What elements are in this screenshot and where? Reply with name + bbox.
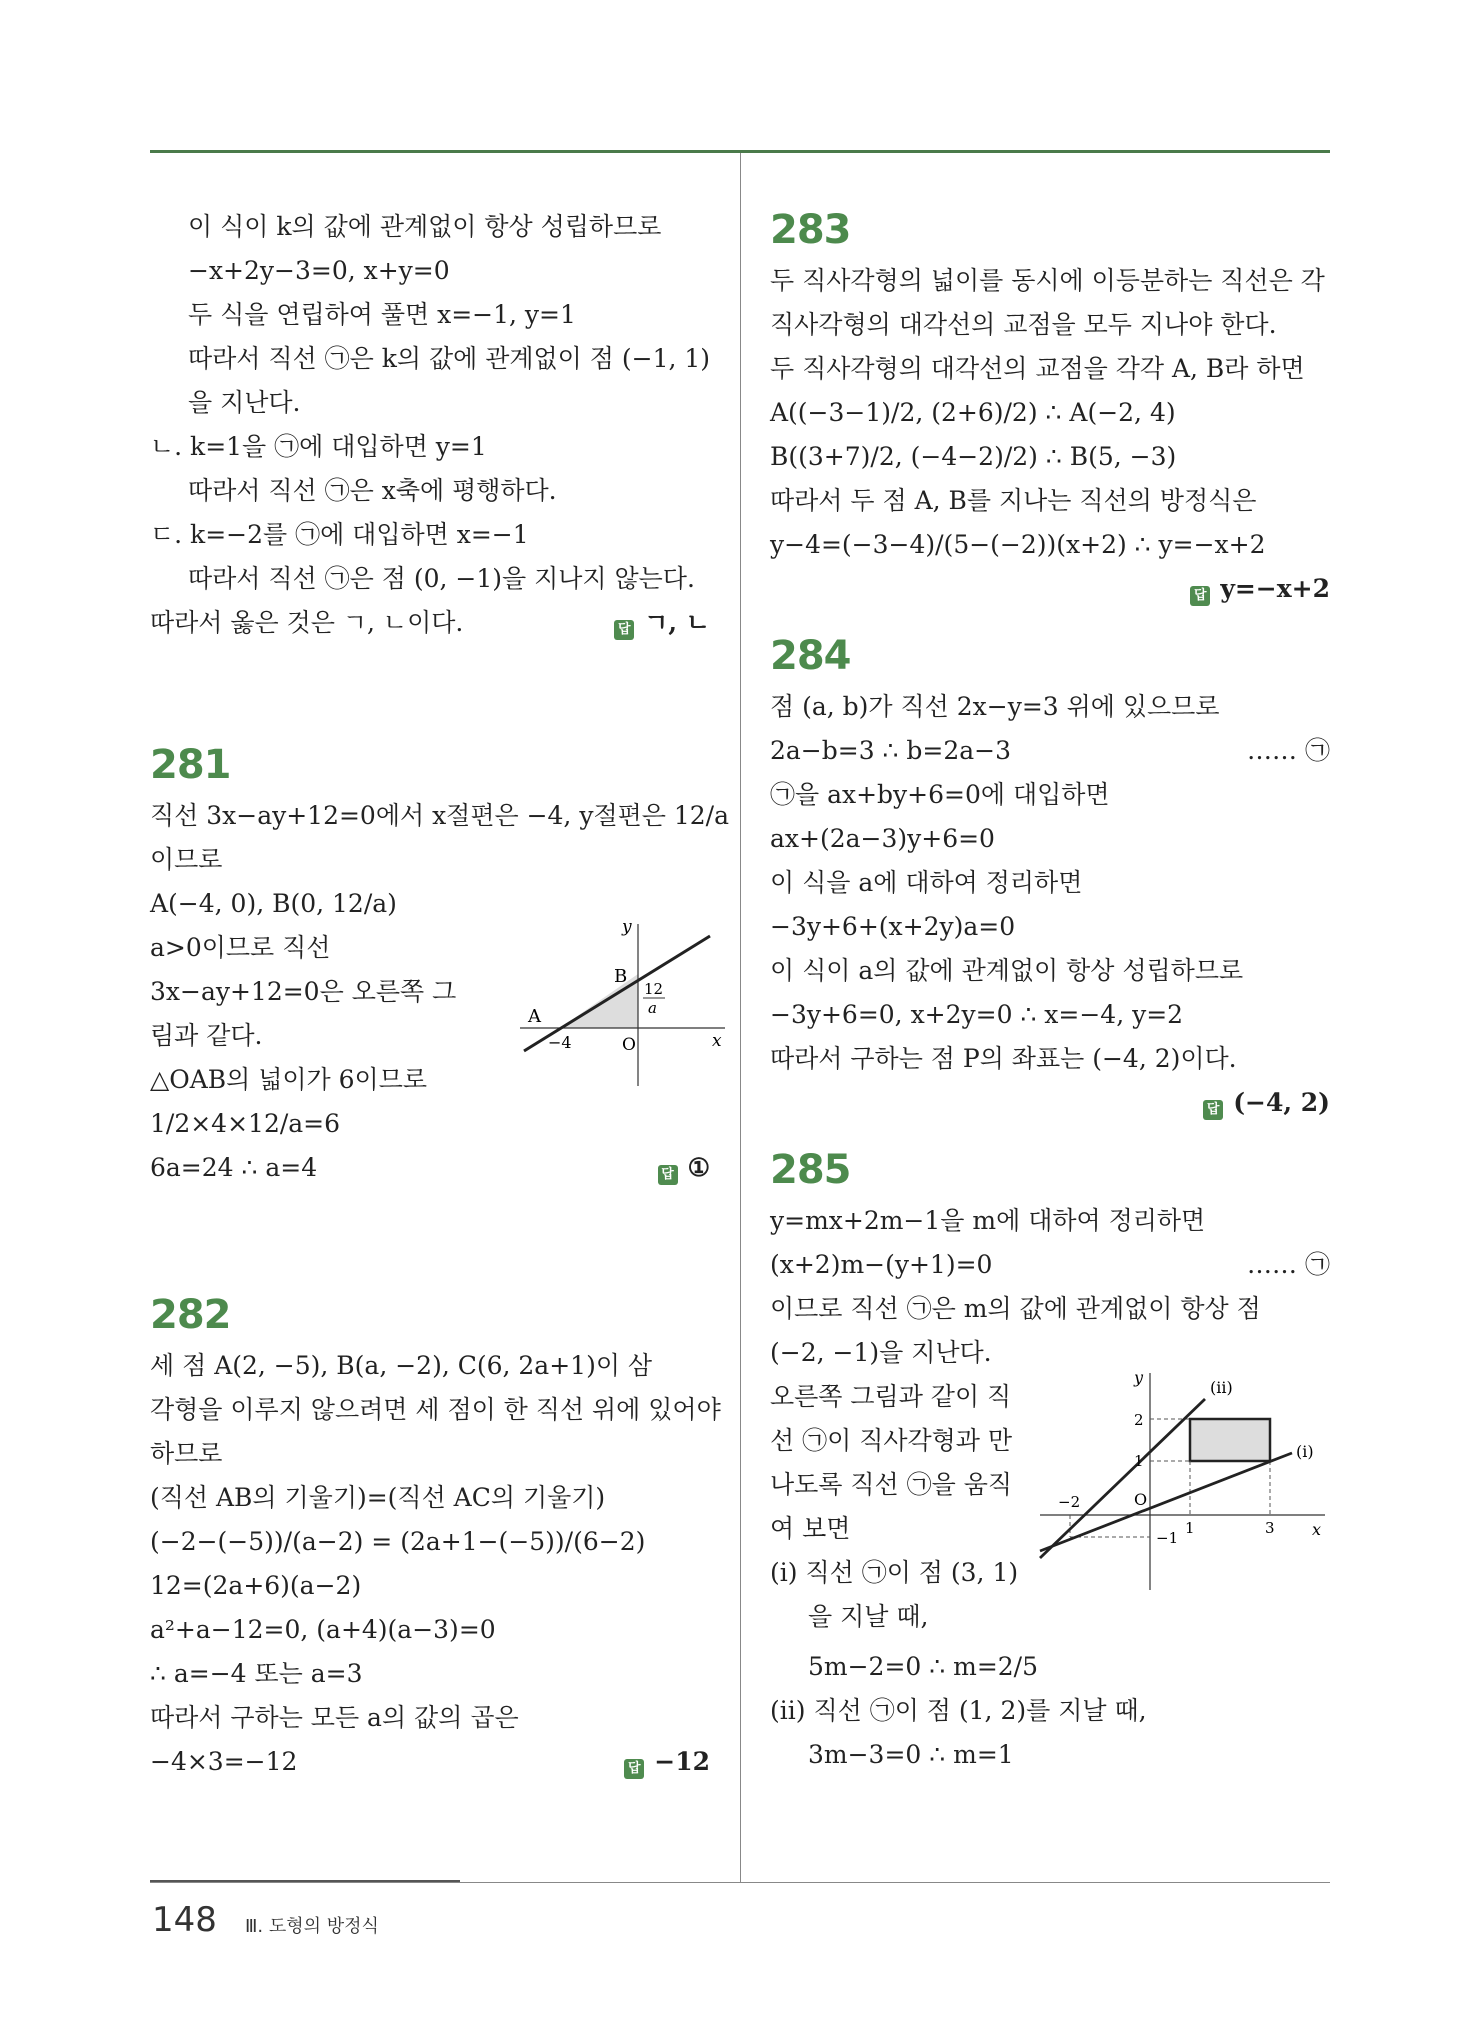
text-line: (ⅰ) 직선 ㉠이 점 (3, 1): [770, 1558, 1019, 1587]
text-line: (ⅱ) 직선 ㉠이 점 (1, 2)를 지날 때,: [770, 1696, 1147, 1725]
label-B: B: [614, 966, 628, 987]
answer-value: ㄱ, ㄴ: [644, 608, 710, 637]
text-line: 을 지난다.: [188, 388, 301, 417]
label-y: y: [622, 917, 632, 937]
text-line: 이 식이 a의 값에 관계없이 항상 성립하므로: [770, 956, 1244, 985]
problem-number: 284: [770, 633, 851, 679]
page-number: 148: [152, 1900, 217, 1940]
text-line: 이 식이 k의 값에 관계없이 항상 성립하므로: [188, 212, 662, 241]
line-ii: [1040, 1399, 1205, 1558]
text-line: 이 식을 a에 대하여 정리하면: [770, 868, 1083, 897]
label-O: O: [622, 1035, 636, 1055]
tick-x1: 1: [1185, 1519, 1195, 1537]
text-line: 두 직사각형의 넓이를 동시에 이등분하는 직선은 각: [770, 266, 1325, 295]
label-x: x: [1312, 1520, 1322, 1539]
label-y: y: [1134, 1368, 1144, 1387]
text-line: 세 점 A(2, −5), B(a, −2), C(6, 2a+1)이 삼: [150, 1351, 653, 1380]
label-x: x: [712, 1031, 722, 1051]
section-title: Ⅲ. 도형의 방정식: [245, 1916, 379, 1937]
graph-281: [510, 916, 730, 1096]
text-line: ㄴ. k=1을 ㉠에 대입하면 y=1: [150, 432, 487, 461]
text-line: ㉠을 ax+by+6=0에 대입하면: [770, 780, 1110, 809]
text-line: −x+2y−3=0, x+y=0: [188, 256, 450, 285]
text-line: 하므로: [150, 1439, 223, 1468]
text-line: a>0이므로 직선: [150, 933, 331, 962]
text-line: 림과 같다.: [150, 1021, 263, 1050]
problem-number: 281: [150, 742, 231, 788]
text-line: (직선 AB의 기울기)=(직선 AC의 기울기): [150, 1483, 606, 1512]
label-ii: (ⅱ): [1210, 1378, 1233, 1397]
answer-badge-icon: 답: [1190, 586, 1210, 606]
text-line: A((−3−1)/2, (2+6)/2) ∴ A(−2, 4): [770, 398, 1176, 427]
tick-1: 1: [1134, 1452, 1144, 1470]
rectangle: [1190, 1419, 1270, 1461]
answer-line: [150, 601, 710, 645]
text-line: A(−4, 0), B(0, 12/a): [150, 889, 397, 918]
text-line: y=mx+2m−1을 m에 대하여 정리하면: [770, 1206, 1206, 1235]
text-line: 각형을 이루지 않으려면 세 점이 한 직선 위에 있어야: [150, 1395, 721, 1424]
text-line: −3y+6=0, x+2y=0 ∴ x=−4, y=2: [770, 1000, 1184, 1029]
label-frac-num: 12: [644, 980, 664, 998]
text-line: 따라서 직선 ㉠은 k의 값에 관계없이 점 (−1, 1): [188, 344, 711, 373]
answer-line: [150, 1146, 710, 1190]
text-line: 점 (a, b)가 직선 2x−y=3 위에 있으므로: [770, 692, 1220, 721]
label-frac-den: a: [648, 999, 657, 1017]
text-line: 여 보면: [770, 1514, 851, 1543]
text-line: B((3+7)/2, (−4−2)/2) ∴ B(5, −3): [770, 442, 1177, 471]
answer: [1190, 574, 1330, 603]
tick-neg2: −2: [1058, 1493, 1081, 1511]
answer-value: −12: [654, 1747, 710, 1776]
text-line: 따라서 옳은 것은 ㄱ, ㄴ이다.: [150, 608, 464, 637]
answer: [1203, 1088, 1330, 1117]
text-line: 오른쪽 그림과 같이 직: [770, 1382, 1012, 1411]
text-line: 3x−ay+12=0은 오른쪽 그: [150, 977, 457, 1006]
answer-badge-icon: 답: [1203, 1100, 1223, 1120]
label-i: (ⅰ): [1296, 1442, 1314, 1461]
answer-value: ①: [687, 1153, 710, 1182]
text-line-with-ref: [770, 1243, 1330, 1287]
answer: [658, 1146, 710, 1190]
label-neg4: −4: [548, 1033, 572, 1052]
text-line: 6a=24 ∴ a=4: [150, 1153, 318, 1182]
text-line: 직선 3x−ay+12=0에서 x절편은 −4, y절편은 12/a: [150, 801, 729, 830]
problem-number: 283: [770, 207, 851, 253]
text-line: 선 ㉠이 직사각형과 만: [770, 1426, 1013, 1455]
left-column: [150, 205, 729, 1784]
equation-ref: …… ㉠: [1247, 1250, 1330, 1279]
answer-badge-icon: 답: [614, 620, 634, 640]
label-O: O: [1134, 1490, 1148, 1509]
text-line: −3y+6+(x+2y)a=0: [770, 912, 1016, 941]
text-line: 따라서 직선 ㉠은 점 (0, −1)을 지나지 않는다.: [188, 564, 695, 593]
text-line: 두 직사각형의 대각선의 교점을 각각 A, B라 하면: [770, 354, 1305, 383]
text-line: 따라서 두 점 A, B를 지나는 직선의 방정식은: [770, 486, 1257, 515]
tick-neg1: −1: [1156, 1529, 1179, 1547]
text-line: a²+a−12=0, (a+4)(a−3)=0: [150, 1615, 496, 1644]
answer: [624, 1740, 710, 1784]
answer-line: [770, 567, 1330, 611]
text-line: (−2−(−5))/(a−2) = (2a+1−(−5))/(6−2): [150, 1527, 646, 1556]
footer-rule: [150, 1882, 1330, 1883]
text-line: ax+(2a−3)y+6=0: [770, 824, 995, 853]
text-line: 따라서 구하는 모든 a의 값의 곱은: [150, 1703, 519, 1732]
text-line: 5m−2=0 ∴ m=2/5: [808, 1652, 1039, 1681]
text-line: 따라서 직선 ㉠은 x축에 평행하다.: [188, 476, 557, 505]
equation-ref: …… ㉠: [1247, 736, 1330, 765]
text-line: 2a−b=3 ∴ b=2a−3: [770, 736, 1012, 765]
text-line: 따라서 구하는 점 P의 좌표는 (−4, 2)이다.: [770, 1044, 1237, 1073]
text-line: 을 지날 때,: [808, 1602, 929, 1631]
right-column: [770, 205, 1330, 1777]
text-line: 3m−3=0 ∴ m=1: [808, 1740, 1014, 1769]
text-line: −4×3=−12: [150, 1747, 298, 1776]
answer-line: [150, 1740, 710, 1784]
text-line: (−2, −1)을 지난다.: [770, 1338, 992, 1367]
text-line: ∴ a=−4 또는 a=3: [150, 1659, 363, 1688]
text-line: 이므로: [150, 845, 223, 874]
text-line: △OAB의 넓이가 6이므로: [150, 1065, 427, 1094]
text-line: ㄷ. k=−2를 ㉠에 대입하면 x=−1: [150, 520, 529, 549]
text-line: 1/2×4×12/a=6: [150, 1109, 341, 1138]
answer-value: (−4, 2): [1233, 1088, 1330, 1117]
tick-2: 2: [1134, 1411, 1144, 1429]
column-divider: [740, 153, 741, 1883]
text-line: (x+2)m−(y+1)=0: [770, 1250, 993, 1279]
tick-x3: 3: [1265, 1519, 1275, 1537]
text-line: y−4=(−3−4)/(5−(−2))(x+2) ∴ y=−x+2: [770, 530, 1266, 559]
answer-value: y=−x+2: [1220, 574, 1330, 603]
text-line: 12=(2a+6)(a−2): [150, 1571, 362, 1600]
problem-number: 285: [770, 1147, 851, 1193]
text-line-with-ref: [770, 729, 1330, 773]
answer-badge-icon: 답: [624, 1759, 644, 1779]
answer: [614, 601, 710, 645]
text-line: 직사각형의 대각선의 교점을 모두 지나야 한다.: [770, 310, 1277, 339]
label-A: A: [528, 1006, 541, 1027]
answer-line: [770, 1081, 1330, 1125]
graph-285: [1030, 1365, 1330, 1595]
text-line: 나도록 직선 ㉠을 움직: [770, 1470, 1013, 1499]
text-line: 이므로 직선 ㉠은 m의 값에 관계없이 항상 점: [770, 1294, 1261, 1323]
text-line: 두 식을 연립하여 풀면 x=−1, y=1: [188, 300, 576, 329]
answer-badge-icon: 답: [658, 1165, 678, 1185]
problem-number: 282: [150, 1292, 231, 1338]
